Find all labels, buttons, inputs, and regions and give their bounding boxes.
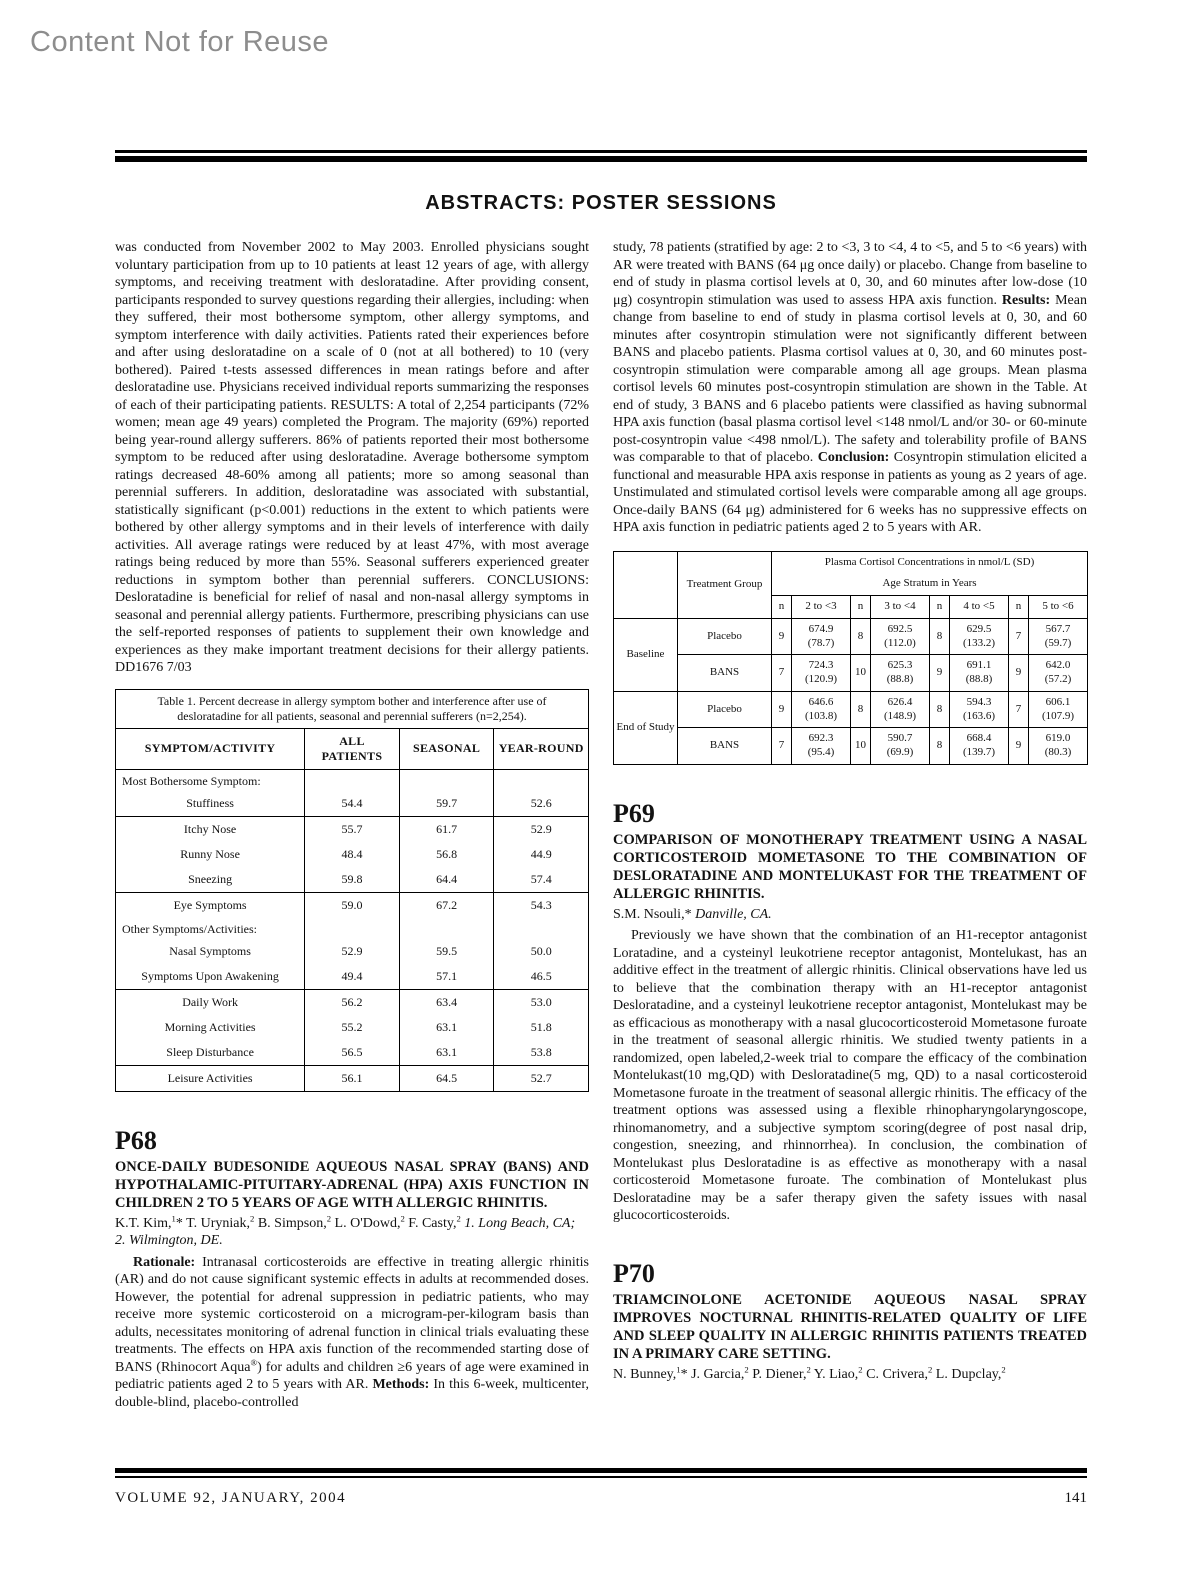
cell-value: 54.4 (305, 791, 400, 817)
cell-group: Placebo (678, 618, 772, 655)
cell-n: 8 (930, 728, 950, 765)
cell-value: 668.4 (139.7) (950, 728, 1009, 765)
cell-n: 9 (1009, 728, 1029, 765)
col-header: n (772, 596, 792, 619)
footer-text-line (115, 1490, 1087, 1507)
abstract-p69 (613, 799, 1087, 1225)
cell-label: Sneezing (116, 867, 305, 893)
page-footer (115, 1468, 1087, 1507)
cell-value: 646.6 (103.8) (792, 691, 851, 728)
cell-value: 46.5 (494, 964, 589, 990)
table1-col-header: SYMPTOM/ACTIVITY (116, 728, 305, 769)
table-row (116, 1065, 589, 1091)
two-column-layout (115, 239, 1087, 1411)
cell-value: 626.4 (148.9) (871, 691, 930, 728)
abstract-title: ONCE-DAILY BUDESONIDE AQUEOUS NASAL SPRAY (BANS) AND HYPOTHALAMIC-PITUITARY-ADRENAL (HPA) AXIS FUNCTION IN CHILDREN 2 TO 5 YEARS OF AGE WITH ALLERGIC RHINITIS. (115, 1158, 589, 1211)
table1-symptom-decrease (115, 689, 589, 1092)
table-row (116, 867, 589, 893)
cell-value: 63.1 (399, 1015, 494, 1040)
cell-value: 52.9 (494, 816, 589, 842)
cell-value: 674.9 (78.7) (792, 618, 851, 655)
abstract-p70 (613, 1259, 1087, 1384)
abstract-title: TRIAMCINOLONE ACETONIDE AQUEOUS NASAL SPRAY IMPROVES NOCTURNAL RHINITIS-RELATED QUALITY OF LIFE AND SLEEP QUALITY IN ALLERGIC RHINITIS PATIENTS TREATED IN A PRIMARY CARE SETTING. (613, 1291, 1087, 1362)
cell-n: 9 (1009, 655, 1029, 692)
table-row (614, 655, 1088, 692)
cell-value: 56.5 (305, 1040, 400, 1066)
cell-value: 52.6 (494, 791, 589, 817)
cell-n: 9 (772, 618, 792, 655)
table-row (614, 618, 1088, 655)
cell-value: 56.1 (305, 1065, 400, 1091)
stub-baseline: Baseline (614, 618, 678, 691)
col-header: 5 to <6 (1029, 596, 1088, 619)
cell-value: 52.7 (494, 1065, 589, 1091)
table1-header-row (116, 728, 589, 769)
cell-n: 7 (1009, 618, 1029, 655)
left-column (115, 239, 589, 1411)
cell-value: 52.9 (305, 939, 400, 964)
table-header-row (614, 551, 1088, 573)
top-rule-thin (115, 150, 1087, 153)
cell-value: 64.4 (399, 867, 494, 893)
cell-group-label: Other Symptoms/Activities: (122, 921, 257, 936)
cell-value: 61.7 (399, 816, 494, 842)
cell-group: BANS (678, 728, 772, 765)
cell-value: 692.5 (112.0) (871, 618, 930, 655)
cell-label: Runny Nose (180, 846, 240, 861)
stub-end-of-study: End of Study (614, 691, 678, 764)
cell-label: Morning Activities (164, 1019, 256, 1034)
cell-n: 8 (930, 618, 950, 655)
table-row (116, 842, 589, 867)
treatment-group-header: Treatment Group (678, 551, 772, 618)
cell-label: Daily Work (182, 994, 238, 1009)
cell-n: 8 (851, 618, 871, 655)
abstract-number: P69 (613, 798, 655, 828)
watermark-text: Content Not for Reuse (30, 26, 330, 58)
cell-value: 63.4 (399, 989, 494, 1015)
cell-value: 59.8 (305, 867, 400, 893)
abstract-body: Previously we have shown that the combination of an H1-receptor antagonist Loratadine, and a cysteinyl leukotriene receptor antagonist, Montelukast, has an additive effect in the treatment of allergic rhinitis. Clinical observations have led us to believe that the combination therapy with an H1-receptor antagonist Desloratadine, and a cysteinyl leukotriene receptor antagonist, Montelukast may be as efficacious as monotherapy with a nasal glucocorticosteroid Mometasone furoate in the treatment of seasonal allergic rhinitis. We studied twenty patients in a randomized, open labeled,2-week trial to compare the efficacy of the combination Montelukast(10 mg,QD) with Desloratadine(5 mg, QD) to a nasal corticosteroid Mometasone furoate in the treatment of seasonal allergic rhinitis. The efficacy of the treatment options was assessed using a flexible rhinopharyngolaryngoscope, rhinomanometry, and a subjective symptom scoring(degree of post nasal drip, congestion, sneezing, and rhinnorrhea). In conclusion, the combination of Montelukast plus Desloratadine is as effective as monotherapy with a nasal corticosteroid Mometasone furoate. The combination of Montelukast plus Desloratadine may be a safer therapy given the safety issues with nasal glucocorticosteroids. (613, 928, 1087, 1224)
cell-value: 59.7 (399, 791, 494, 817)
table-row (116, 918, 589, 939)
cell-value: 619.0 (80.3) (1029, 728, 1088, 765)
cell-label: Sleep Disturbance (116, 1040, 305, 1066)
cell-group-label: Most Bothersome Symptom: (122, 773, 261, 788)
table-row (116, 816, 589, 842)
cell-label: Eye Symptoms (173, 897, 247, 912)
cell-value: 55.7 (305, 816, 400, 842)
table1-col-header: ALL PATIENTS (305, 728, 400, 769)
table1-col-header: SEASONAL (399, 728, 494, 769)
table1-caption: Table 1. Percent decrease in allergy symptom bother and interference after use of desloratadine for all patients, seasonal and perennial sufferers (n=2,254). (116, 689, 589, 728)
table1-col-header: YEAR-ROUND (494, 728, 589, 769)
table-sub-header: Age Stratum in Years (772, 573, 1088, 595)
cell-n: 7 (772, 728, 792, 765)
cell-n: 10 (851, 655, 871, 692)
col-header: 3 to <4 (871, 596, 930, 619)
page-number: 141 (1064, 1490, 1087, 1506)
abstract-number: P70 (613, 1258, 655, 1288)
top-rule-thick (115, 156, 1087, 162)
cell-label: Leisure Activities (167, 1070, 253, 1085)
cell-label: Itchy Nose (183, 821, 237, 836)
cell-value: 590.7 (69.9) (871, 728, 930, 765)
cell-n: 7 (1009, 691, 1029, 728)
cell-n: 8 (851, 691, 871, 728)
cortisol-table (613, 551, 1088, 765)
cell-value: 692.3 (95.4) (792, 728, 851, 765)
col-header: 4 to <5 (950, 596, 1009, 619)
cell-label: Symptoms Upon Awakening (116, 964, 305, 990)
cell-value: 44.9 (494, 842, 589, 867)
cell-value: 629.5 (133.2) (950, 618, 1009, 655)
table-row (116, 939, 589, 964)
page-content (115, 150, 1087, 1411)
abstract-p68 (115, 1126, 589, 1412)
cell-value: 59.5 (399, 939, 494, 964)
table-main-header: Plasma Cortisol Concentrations in nmol/L (SD) (772, 551, 1088, 573)
cell-value: 56.8 (399, 842, 494, 867)
cell-n: 10 (851, 728, 871, 765)
cell-n: 8 (930, 691, 950, 728)
table-row (116, 769, 589, 791)
cell-n: 7 (772, 655, 792, 692)
abstract-authors: K.T. Kim,$^1$* T. Uryniak,$^2$ B. Simpson,$^2$ L. O'Dowd,$^2$ F. Casty,$^2$ 1. Long Beach, CA; 2. Wilmington, DE. (115, 1212, 576, 1248)
footer-rule-thin (115, 1476, 1087, 1478)
col-header: n (930, 596, 950, 619)
abstract-number: P68 (115, 1125, 157, 1155)
cell-group: Placebo (678, 691, 772, 728)
cell-value: 53.8 (494, 1040, 589, 1066)
cell-value: 691.1 (88.8) (950, 655, 1009, 692)
abstract-body: Rationale: Intranasal corticosteroids are effective in treating allergic rhinitis (AR) and do not cause significant systemic effects in adults at recommended doses. However, the potential for adrenal suppression in pediatric patients, who may receive more systemic corticosteroid on a microgram-per-kilogram basis than adults, necessitates monitoring of adrenal function in clinical trials evaluating these treatments. The effects on HPA axis function of the recommended starting dose of BANS (Rhinocort Aqua®) for adults and children ≥6 years of age were examined in pediatric patients aged 2 to 5 years with AR. Methods: In this 6-week, multicenter, double-blind, placebo-controlled (115, 1254, 589, 1410)
cell-value: 625.3 (88.8) (871, 655, 930, 692)
table-row (116, 1040, 589, 1066)
table-row (116, 791, 589, 817)
col-header: 2 to <3 (792, 596, 851, 619)
cell-value: 724.3 (120.9) (792, 655, 851, 692)
cell-value: 56.2 (305, 989, 400, 1015)
table-row (614, 691, 1088, 728)
cell-value: 57.1 (399, 964, 494, 990)
cell-n: 9 (930, 655, 950, 692)
cell-value: 57.4 (494, 867, 589, 893)
abstract-continuation-paragraph: study, 78 patients (stratified by age: 2 to <3, 3 to <4, 4 to <5, and 5 to <6 years) with AR were treated with BANS (64 μg once daily) or placebo. Change from baseline to end of study in plasma cortisol levels at 0, 30, and 60 minutes after low-dose (10 μg) cosyntropin stimulation was used to assess HPA axis function. Results: Mean change from baseline to end of study in plasma cortisol levels at 0, 30, and 60 minutes after cosyntropin stimulation were not significantly different between BANS and placebo patients. Plasma cortisol values at 0, 30, and 60 minutes post-cosyntropin stimulation were comparable among all age groups. Mean plasma cortisol levels 60 minutes post-cosyntropin stimulation are shown in the Table. At end of study, 3 BANS and 6 placebo patients were classified as having subnormal HPA axis function (basal plasma cortisol level <148 nmol/L and/or 30- or 60-minute post-cosyntropin value <498 nmol/L). The safety and tolerability profile of BANS was comparable to that of placebo. Conclusion: Cosyntropin stimulation elicited a functional and measurable HPA axis response in patients as young as 2 years of age. Unstimulated and stimulated cortisol levels were comparable among all age groups. Once-daily BANS (64 μg) administered for 6 weeks has no suppressive effects on HPA axis function in pediatric patients aged 2 to 5 years with AR. (613, 240, 1087, 535)
cell-value: 50.0 (494, 939, 589, 964)
cell-value: 642.0 (57.2) (1029, 655, 1088, 692)
cell-value: 51.8 (494, 1015, 589, 1040)
cell-value: 594.3 (163.6) (950, 691, 1009, 728)
cell-value: 54.3 (494, 892, 589, 918)
table-row (116, 989, 589, 1015)
cell-value: 53.0 (494, 989, 589, 1015)
cell-label: Stuffiness (116, 791, 305, 817)
right-column (613, 239, 1087, 1411)
abstract-continuation-paragraph: was conducted from November 2002 to May 2003. Enrolled physicians sought voluntary participation from up to 10 patients at least 12 years of age, with allergy symptoms, and receiving treatment with desloratadine. After providing consent, participants responded to survey questions regarding their allergies, including: when they suffered, their most bothersome symptom, other allergy symptoms, and symptom interference with daily activities. Patients rated their experiences before and after using desloratadine on a scale of 0 (not at all bothered) to 10 (very bothered). Paired t-tests assessed differences in mean ratings before and after desloratadine use. Physicians received individual reports summarizing the responses of each of their participating patients. RESULTS: A total of 2,254 participants (72% women; mean age 49 years) completed the Program. The majority (69%) reported being year-round allergy sufferers. 86% of patients reported their most bothersome symptom to be reduced after using desloratadine. Average bothersome symptom ratings decreased 48-60% among all patients; more so among seasonal than perennial sufferers. In addition, desloratadine was associated with substantial, statistically significant (p<0.001) reductions in the extent to which patients were bothered by other allergy symptoms and in their levels of interference with daily activities. All average ratings were reduced by at least 47%, with most average ratings being reduced by more than 55%. Seasonal sufferers experienced greater reductions in symptom bother than perennial sufferers. CONCLUSIONS: Desloratadine is beneficial for relief of nasal and non-nasal allergy symptoms in seasonal and perennial allergy patients. Furthermore, prescribing physicians can use the self-reported responses of patients to supplement their own knowledge and experiences as they make important treatment decisions for their allergy patients. DD1676 7/03 (115, 240, 589, 675)
col-header: n (851, 596, 871, 619)
cell-value: 606.1 (107.9) (1029, 691, 1088, 728)
cell-value: 64.5 (399, 1065, 494, 1091)
table-row (116, 1015, 589, 1040)
cell-value: 67.2 (399, 892, 494, 918)
table-row (116, 964, 589, 990)
volume-label: VOLUME 92, JANUARY, 2004 (115, 1490, 347, 1506)
cell-value: 63.1 (399, 1040, 494, 1066)
cell-value: 59.0 (305, 892, 400, 918)
page-title: ABSTRACTS: POSTER SESSIONS (425, 192, 777, 214)
cell-group: BANS (678, 655, 772, 692)
abstract-title: COMPARISON OF MONOTHERAPY TREATMENT USING A NASAL CORTICOSTEROID MOMETASONE TO THE COMBINATION OF DESLORATADINE AND MONTELUKAST FOR THE TREATMENT OF ALLERGIC RHINITIS. (613, 831, 1087, 902)
table-row (614, 728, 1088, 765)
table1-caption-row (116, 689, 589, 728)
table-row (116, 892, 589, 918)
abstract-authors: N. Bunney,$^1$* J. Garcia,$^2$ P. Diener,$^2$ Y. Liao,$^2$ C. Crivera,$^2$ L. Dupclay,$^2$ (613, 1364, 1006, 1382)
cell-value: 49.4 (305, 964, 400, 990)
abstract-authors: S.M. Nsouli,* Danville, CA. (613, 906, 772, 922)
cell-label: Nasal Symptoms (169, 943, 251, 958)
col-header: n (1009, 596, 1029, 619)
cell-value: 567.7 (59.7) (1029, 618, 1088, 655)
cell-n: 9 (772, 691, 792, 728)
footer-rule-thick (115, 1468, 1087, 1473)
cell-value: 55.2 (305, 1015, 400, 1040)
cell-value: 48.4 (305, 842, 400, 867)
